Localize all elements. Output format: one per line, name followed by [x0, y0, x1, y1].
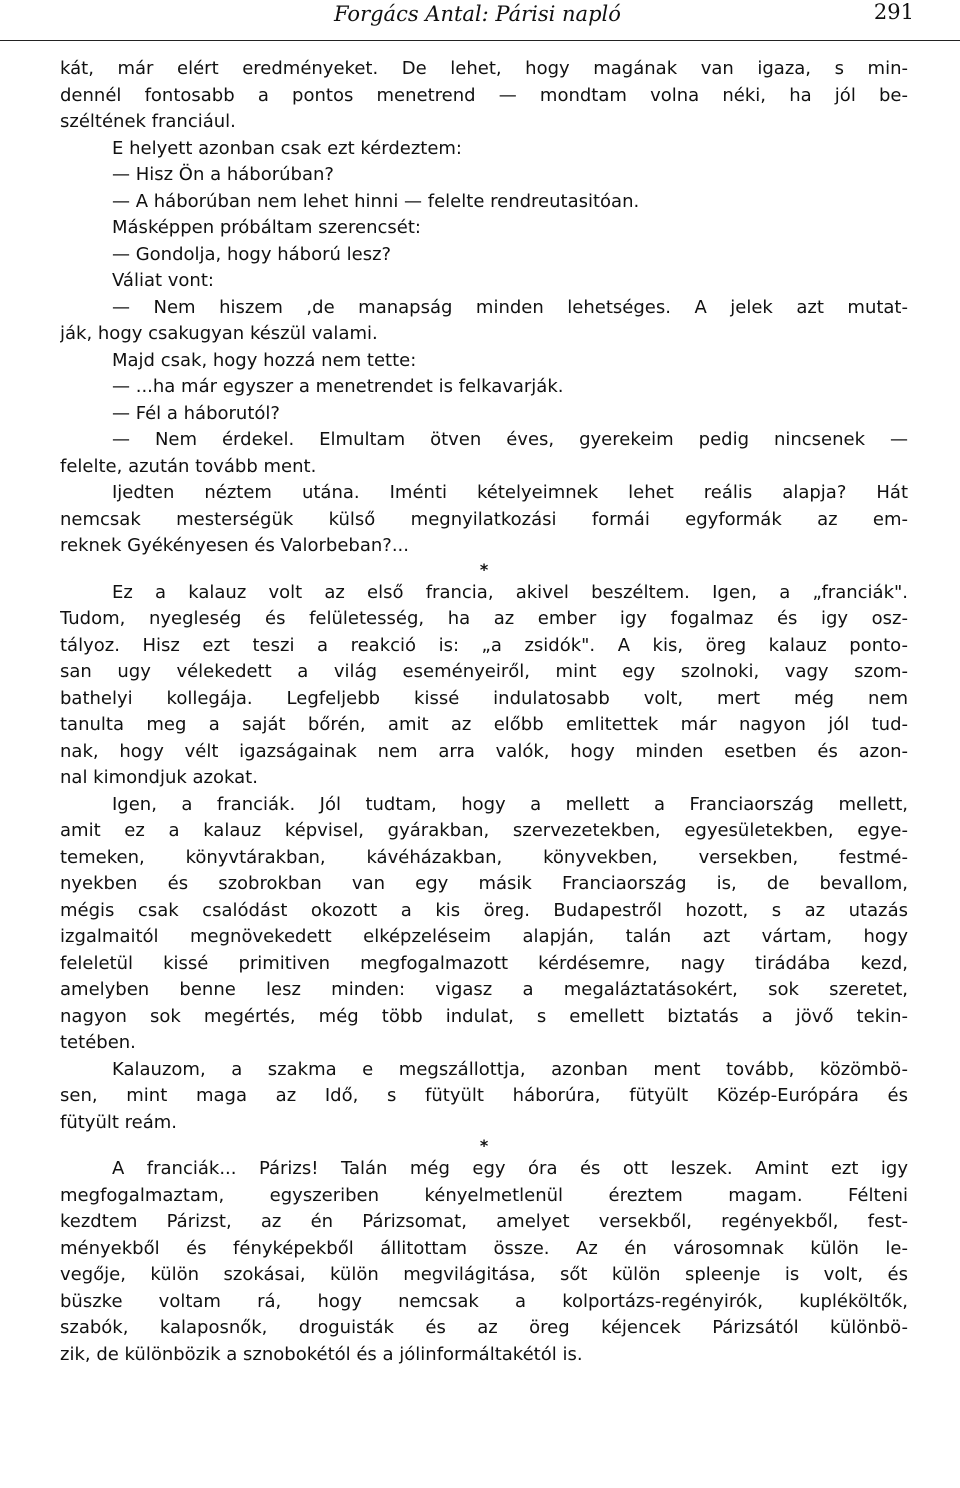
- text-line: Váliat vont:: [112, 270, 214, 291]
- dialogue-line: — Gondolja, hogy háború lesz?: [112, 243, 392, 265]
- text-line: nak, hogy vélt igazságainak nem arra valók, hogy minden esetben és azon-: [60, 740, 908, 762]
- text-line: büszke voltam rá, hogy nemcsak a kolportázs-regényirók, kupléköltők,: [60, 1290, 908, 1312]
- dialogue-line: — Nem hiszem ,de manapság minden lehetséges. A jelek azt mutat-: [112, 296, 908, 318]
- text-line: feleletül kissé primitiven megfogalmazott kérdésemre, nagy tirádába kezd,: [60, 952, 908, 974]
- text-line: sen, mint maga az Idő, s fütyült háborúra, fütyült Közép-Európára és: [60, 1085, 908, 1106]
- text-line: san ugy vélekedett a világ eseményeiről, mint egy szolnoki, vagy szom-: [60, 661, 908, 682]
- text-line: bathelyi kollegája. Legfeljebb kissé indulatosabb volt, mert még nem: [60, 687, 908, 709]
- text-line: fütyült reám.: [60, 1111, 178, 1133]
- section-break-asterisk: *: [479, 559, 489, 579]
- text-line: ják, hogy csakugyan készül valami.: [60, 323, 378, 344]
- page-header: [0, 0, 960, 41]
- dialogue-line: — ...ha már egyszer a menetrendet is felkavarják.: [112, 376, 564, 397]
- dialogue-line: — Hisz Ön a háborúban?: [112, 164, 334, 185]
- text-line: izgalmaitól megnövekedett elképzeléseim alapján, talán azt vártam, hogy: [60, 926, 908, 947]
- body-text: [60, 56, 908, 1368]
- text-line: mégis csak csalódást okozott a kis öreg. Budapestről hozott, s az utazás: [60, 899, 908, 921]
- text-line: kát, már elért eredményeket. De lehet, hogy magának van igaza, s min-: [60, 58, 908, 79]
- text-line: Kalauzom, a szakma e megszállottja, azonban ment tovább, közömbö-: [112, 1058, 908, 1080]
- text-line: Másképpen próbáltam szerencsét:: [112, 217, 421, 238]
- running-head: Forgács Antal: Párisi napló: [334, 2, 621, 26]
- text-line: megfogalmaztam, egyszeriben kényelmetlenül éreztem magam. Félteni: [60, 1184, 908, 1206]
- text-line: Tudom, nyegleség és felületesség, ha az ember igy fogalmaz és igy osz-: [60, 608, 908, 629]
- text-line: nagyon sok megértés, még több indulat, s emellett biztatás a jövő tekin-: [60, 1005, 908, 1027]
- text-line: E helyett azonban csak ezt kérdeztem:: [112, 137, 462, 159]
- text-line: A franciák... Párizs! Talán még egy óra és ott leszek. Amint ezt igy: [112, 1158, 908, 1179]
- text-line: tályoz. Hisz ezt teszi a reakció is: „a zsidók". A kis, öreg kalauz ponto-: [60, 634, 908, 656]
- page-number: 291: [873, 0, 914, 24]
- text-line: tetében.: [60, 1032, 136, 1053]
- text-line: felelte, azután tovább ment.: [60, 455, 317, 477]
- text-line: Ez a kalauz volt az első francia, akivel beszéltem. Igen, a „franciák".: [112, 581, 908, 603]
- text-line: széltének franciául.: [60, 111, 236, 132]
- text-line: reknek Gyékényesen és Valorbeban?...: [60, 535, 409, 556]
- text-line: ményekből és fényképekből állitottam össze. Az én városomnak külön le-: [60, 1237, 908, 1259]
- text-line: szabók, kalaposnők, droguisták és az öreg kéjencek Párizsától különbö-: [60, 1317, 908, 1338]
- text-line: nyekben és szobrokban van egy másik Franciaország is, de bevallom,: [60, 873, 908, 894]
- text-line: temeken, könyvtárakban, kávéházakban, könyvekben, versekben, festmé-: [60, 846, 908, 868]
- text-line: kezdtem Párizst, az én Párizsomat, amelyet versekből, regényekből, fest-: [60, 1211, 908, 1232]
- section-break-asterisk: *: [479, 1136, 489, 1155]
- text-line: Igen, a franciák. Jól tudtam, hogy a mellett a Franciaország mellett,: [112, 793, 908, 815]
- dialogue-line: — A háborúban nem lehet hinni — felelte rendreutasitóan.: [112, 190, 640, 212]
- text-line: nal kimondjuk azokat.: [60, 767, 258, 788]
- text-line: tanulta meg a saját bőrén, amit az előbb emlitettek már nagyon jól tud-: [60, 714, 908, 735]
- text-line: Ijedten néztem utána. Iménti kételyeimnek lehet reális alapja? Hát: [112, 482, 908, 503]
- text-line: amelyben benne lesz minden: vigasz a megaláztatásokért, sok szeretet,: [60, 979, 908, 1000]
- text-line: vegője, külön szokásai, külön megvilágitása, sőt külön spleenje is volt, és: [60, 1264, 908, 1285]
- text-line: zik, de különbözik a sznobokétól és a jólinformáltakétól is.: [60, 1343, 583, 1365]
- text-line: dennél fontosabb a pontos menetrend — mondtam volna néki, ha jól be-: [60, 84, 908, 106]
- dialogue-line: — Fél a háborutól?: [112, 402, 280, 424]
- text-line: Majd csak, hogy hozzá nem tette:: [112, 349, 417, 371]
- text-line: nemcsak mesterségük külső megnyilatkozási formái egyformák az em-: [60, 508, 908, 530]
- text-line: amit ez a kalauz képvisel, gyárakban, szervezetekben, egyesületekben, egye-: [60, 820, 908, 841]
- dialogue-line: — Nem érdekel. Elmultam ötven éves, gyerekeim pedig nincsenek —: [112, 429, 908, 450]
